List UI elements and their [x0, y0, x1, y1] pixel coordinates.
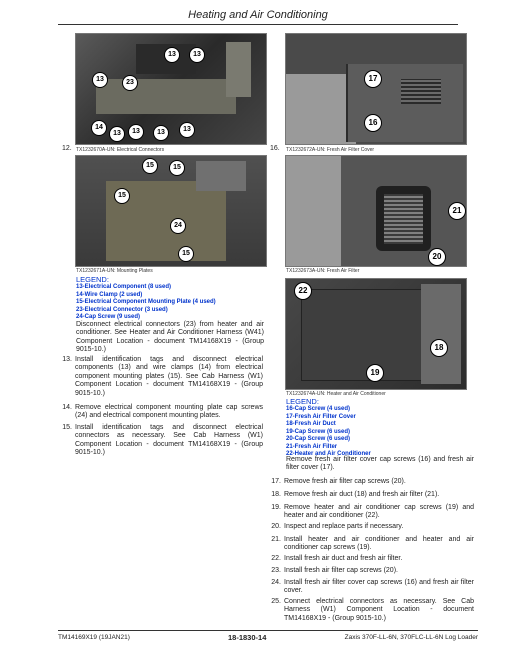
figure-caption: TX1232671A-UN: Mounting Plates [76, 268, 153, 274]
legend-item: 19-Cap Screw (6 used) [286, 428, 351, 435]
legend-item: 15-Electrical Component Mounting Plate (4 used) [76, 299, 216, 305]
step-number: 14. [62, 404, 72, 411]
legend-item: 16-Cap Screw (4 used) [286, 406, 351, 412]
legend-item: 17-Fresh Air Filter Cover [286, 413, 356, 420]
photo-fresh-air-filter-cover [285, 33, 467, 145]
step-text: Install fresh air filter cover cap screws (16) and fresh air filter cover. [284, 579, 474, 595]
callout-13: 13 [92, 72, 108, 88]
figure-step-number: 12. [62, 145, 72, 152]
step-number: 24. [271, 579, 281, 586]
photo-heater-air-conditioner [285, 278, 467, 390]
step-text: Install identification tags and disconnect electrical connectors as necessary. See Cab Harness (W1) Component Location - document TM14168X19 - (Group 9015-10.) [75, 424, 263, 457]
callout-16: 16 [364, 114, 382, 132]
step-13 [58, 356, 264, 400]
step-number: 20. [271, 523, 281, 530]
callout-15: 15 [114, 188, 130, 204]
photo-mounting-plates [75, 155, 267, 267]
instruction-paragraph: Remove fresh air filter cover cap screws (16) and fresh air filter cover (17). [286, 456, 474, 472]
legend-mounting [76, 275, 266, 322]
step-text: Connect electrical connectors as necessary. See Cab Harness (W1) Component Location - document TM14168X19 - (Group 9015-10.) [284, 598, 474, 622]
photo-electrical-connectors [75, 33, 267, 145]
step-text: Inspect and replace parts if necessary. [284, 523, 404, 530]
callout-15: 15 [169, 160, 185, 176]
callout-17: 17 [364, 70, 382, 88]
step-number: 15. [62, 424, 72, 431]
instruction-paragraph: Disconnect electrical connectors (23) from heater and air conditioner. See Heater and Air Conditioner Harness (W41) Component Location - document TM14168X19 - (Group 9015-10.) [76, 321, 264, 354]
page-footer [58, 630, 478, 645]
step-number: 25. [271, 598, 281, 605]
footer-page-number: 18-1830-14 [228, 633, 267, 642]
step-number: 19. [271, 504, 281, 511]
step-text: Install fresh air filter cap screws (20). [284, 567, 398, 574]
figure-step-number: 16. [270, 145, 280, 152]
legend-item: 22-Heater and Air Conditioner [286, 451, 371, 457]
callout-24: 24 [170, 218, 186, 234]
callout-20: 20 [428, 248, 446, 266]
callout-19: 19 [366, 364, 384, 382]
step-number: 18. [271, 491, 281, 498]
legend-item: 14-Wire Clamp (2 used) [76, 291, 143, 298]
page-title: Heating and Air Conditioning [58, 6, 458, 25]
step-text: Remove fresh air filter cap screws (20). [284, 478, 406, 485]
callout-15: 15 [142, 158, 158, 174]
callout-18: 18 [430, 339, 448, 357]
figure-caption: TX1232674A-UN: Heater and Air Conditioner [286, 391, 386, 397]
figure-caption: TX1232672A-UN: Fresh Air Filter Cover [286, 147, 375, 153]
step-number: 17. [271, 478, 281, 485]
callout-22: 22 [294, 282, 312, 300]
figure-caption: TX1232670A-UN: Electrical Connectors [76, 147, 165, 153]
legend-title: LEGEND: [286, 397, 319, 406]
callout-13: 13 [179, 122, 195, 138]
callout-15: 15 [178, 246, 194, 262]
legend-item: 13-Electrical Component (8 used) [76, 284, 172, 290]
footer-doc-id: TM14169X19 (19JAN21) [58, 634, 130, 641]
callout-23: 23 [122, 75, 138, 91]
step-text: Remove heater and air conditioner cap screws (19) and heater and air conditioner (22). [284, 504, 474, 520]
step-text: Install identification tags and disconnect electrical components (13) and wire clamps (14) from electrical component mounting plates (15). See Cab Harness (W1) Component Location - document TM14168X19 - (Group 9015-10.) [75, 356, 263, 397]
callout-13: 13 [153, 125, 169, 141]
footer-model: Zaxis 370F-LL-6N, 370FLC-LL-6N Log Loader [344, 634, 478, 641]
step-number: 22. [271, 555, 281, 562]
callout-14: 14 [91, 120, 107, 136]
step-number: 21. [271, 536, 281, 543]
legend-title: LEGEND: [76, 275, 109, 284]
step-text: Remove electrical component mounting plate cap screws (24) and electrical component mounting plates. [75, 404, 263, 420]
step-text: Install fresh air duct and fresh air filter. [284, 555, 403, 562]
callout-13: 13 [189, 47, 205, 63]
callout-13: 13 [128, 124, 144, 140]
step-15 [58, 424, 264, 460]
legend-item: 20-Cap Screw (6 used) [286, 436, 351, 442]
step-number: 13. [62, 356, 72, 363]
legend-item: 24-Cap Screw (9 used) [76, 314, 141, 320]
step-text: Install heater and air conditioner and heater and air conditioner cap screws (19). [284, 536, 474, 552]
figure-caption: TX1232673A-UN: Fresh Air Filter [286, 268, 360, 274]
step-number: 23. [271, 567, 281, 574]
legend-heater [286, 397, 476, 459]
callout-21: 21 [448, 202, 466, 220]
legend-item: 23-Electrical Connector (3 used) [76, 306, 168, 313]
photo-fresh-air-filter [285, 155, 467, 267]
step-text: Remove fresh air duct (18) and fresh air filter (21). [284, 491, 440, 498]
callout-13: 13 [164, 47, 180, 63]
callout-13: 13 [109, 126, 125, 142]
legend-item: 18-Fresh Air Duct [286, 421, 336, 427]
step-14 [58, 404, 264, 422]
legend-item: 21-Fresh Air Filter [286, 443, 338, 450]
